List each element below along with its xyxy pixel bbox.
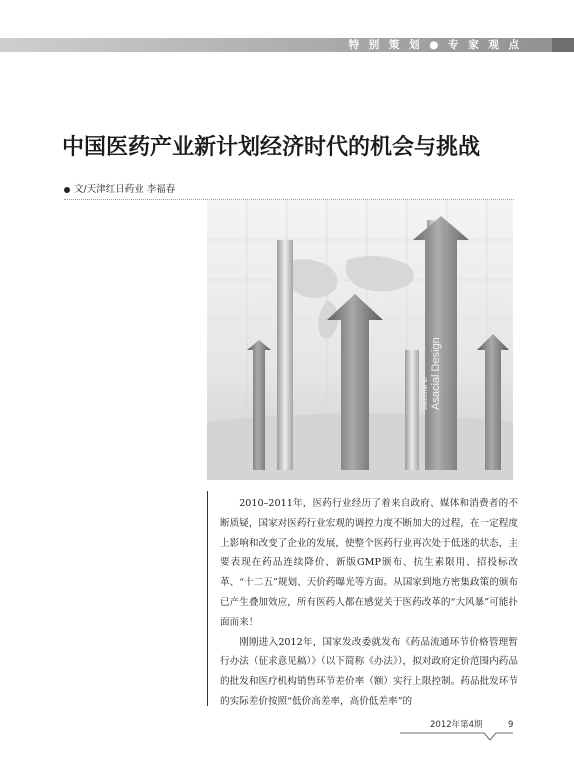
article-illustration [207,200,513,480]
page-number: 9 [507,720,514,730]
watermark-line1: Asacial Design [430,337,442,410]
article-body [220,494,518,712]
article-title: 中国医药产业新计划经济时代的机会与挑战 [62,135,481,160]
paragraph: 2010–2011年，医药行业经历了着来自政府、媒体和消费者的不断质疑，国家对医药行业宏观的调控力度不断加大的过程，在一定程度上影响和改变了企业的发展，使整个医药行业再次处于低迷的状态，主要表现在药品连续降价、新版GMP颁布、抗生素限用、招投标改革、“十二五”规划、天价药曝光等方面。从国家到地方密集政策的颁布已产生叠加效应，所有医药人都在感觉关于医药改革的“大风暴”可能扑面而来！ [220,498,518,628]
byline [64,181,175,195]
issue-label: 2012年第4期 [430,720,483,730]
page-footer [430,718,513,730]
watermark-line2: welcome to [422,377,429,410]
body-left-rule [207,491,208,706]
rising-arrows-illustration [207,200,513,480]
footer-rule [400,732,513,742]
bar-tall-left [277,240,293,470]
bullet-icon [64,187,70,193]
section-label: 特 别 策 划 ● 专 家 观 点 [348,39,522,51]
section-banner [0,38,574,52]
bar-short [405,350,419,470]
paragraph: 刚刚进入2012年，国家发改委就发布《药品流通环节价格管理暂行办法（征求意见稿）》（以下简称《办法》），拟对政府定价范围内药品的批发和医疗机构销售环节差价率（额）实行上限控制。药品批发环节的实际差价按照“低价高差率，高价低差率”的 [220,636,518,707]
banner-end-block [552,38,574,52]
byline-text: 文/天津红日药业 李福春 [74,184,176,195]
